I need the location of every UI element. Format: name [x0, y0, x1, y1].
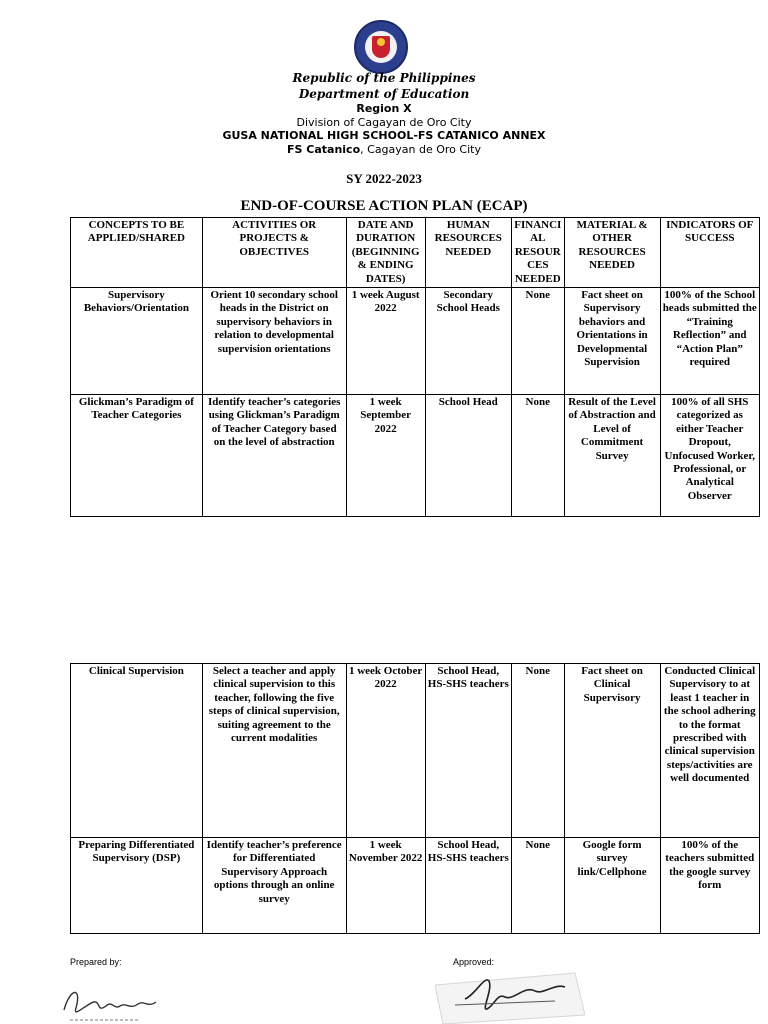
column-header: MATERIAL & OTHER RESOURCES NEEDED — [564, 218, 660, 288]
column-header: INDICATORS OF SUCCESS — [660, 218, 760, 288]
ecap-table-page2 — [70, 663, 760, 934]
human-resources-cell: School Head, HS-SHS teachers — [425, 838, 511, 934]
indicator-cell: 100% of the teachers submitted the google survey form — [660, 838, 760, 934]
header-division: Division of Cagayan de Oro City — [296, 116, 472, 129]
concept-cell: Glickman’s Paradigm of Teacher Categories — [71, 395, 203, 517]
concept-cell: Clinical Supervision — [71, 664, 203, 838]
table-row — [71, 838, 760, 934]
approved-label: Approved: — [453, 957, 495, 967]
concept-cell: Supervisory Behaviors/Orientation — [71, 288, 203, 395]
financial-cell: None — [511, 288, 564, 395]
material-cell: Result of the Level of Abstraction and Level of Commitment Survey — [564, 395, 660, 517]
material-cell: Fact sheet on Supervisory behaviors and Orientations in Developmental Supervision — [564, 288, 660, 395]
table-row — [71, 288, 760, 395]
column-header: CONCEPTS TO BE APPLIED/SHARED — [71, 218, 203, 288]
header-department: Department of Education — [298, 87, 470, 101]
material-cell: Google form survey link/Cellphone — [564, 838, 660, 934]
date-cell: 1 week September 2022 — [346, 395, 425, 517]
header-republic: Republic of the Philippines — [292, 71, 476, 85]
date-cell: 1 week August 2022 — [346, 288, 425, 395]
financial-cell: None — [511, 838, 564, 934]
indicator-cell: 100% of all SHS categorized as either Teacher Dropout, Unfocused Worker, Professional, or Analytical Observer — [660, 395, 760, 517]
column-header: HUMAN RESOURCES NEEDED — [425, 218, 511, 288]
financial-cell: None — [511, 664, 564, 838]
human-resources-cell: Secondary School Heads — [425, 288, 511, 395]
human-resources-cell: School Head, HS-SHS teachers — [425, 664, 511, 838]
material-cell: Fact sheet on Clinical Supervisory — [564, 664, 660, 838]
date-cell: 1 week November 2022 — [346, 838, 425, 934]
header-school: GUSA NATIONAL HIGH SCHOOL-FS CATANICO ANNEX — [222, 129, 546, 142]
prepared-by-label: Prepared by: — [70, 957, 122, 967]
human-resources-cell: School Head — [425, 395, 511, 517]
activity-cell: Select a teacher and apply clinical supervision to this teacher, following the five steps of clinical supervision, suiting agreement to the current modalities — [202, 664, 346, 838]
school-year: SY 2022-2023 — [346, 171, 422, 186]
column-header: FINANCIAL RESOURCES NEEDED — [511, 218, 564, 288]
column-header: ACTIVITIES OR PROJECTS & OBJECTIVES — [202, 218, 346, 288]
approver-signature — [435, 965, 585, 1024]
activity-cell: Orient 10 secondary school heads in the District on supervisory behaviors in relation to developmental supervision orientations — [202, 288, 346, 395]
concept-cell: Preparing Differentiated Supervisory (DSP) — [71, 838, 203, 934]
indicator-cell: Conducted Clinical Supervisory to at least 1 teacher in the school adhering to the format prescribed with clinical supervision steps/activities are well documented — [660, 664, 760, 838]
header-address: FS Catanico, Cagayan de Oro City — [287, 143, 481, 156]
column-header: DATE AND DURATION (BEGINNING & ENDING DATES) — [346, 218, 425, 288]
table-header-row — [71, 218, 760, 288]
preparer-signature — [60, 980, 170, 1024]
indicator-cell: 100% of the School heads submitted the “Training Reflection” and “Action Plan” required — [660, 288, 760, 395]
table-row — [71, 395, 760, 517]
financial-cell: None — [511, 395, 564, 517]
activity-cell: Identify teacher’s categories using Glickman’s Paradigm of Teacher Category based on the level of abstraction — [202, 395, 346, 517]
ecap-table-page1 — [70, 217, 760, 517]
header-region: Region X — [356, 102, 412, 115]
document-title: END-OF-COURSE ACTION PLAN (ECAP) — [240, 198, 528, 214]
activity-cell: Identify teacher’s preference for Differentiated Supervisory Approach options through an online survey — [202, 838, 346, 934]
deped-seal-logo — [354, 20, 408, 74]
date-cell: 1 week October 2022 — [346, 664, 425, 838]
table-row — [71, 664, 760, 838]
